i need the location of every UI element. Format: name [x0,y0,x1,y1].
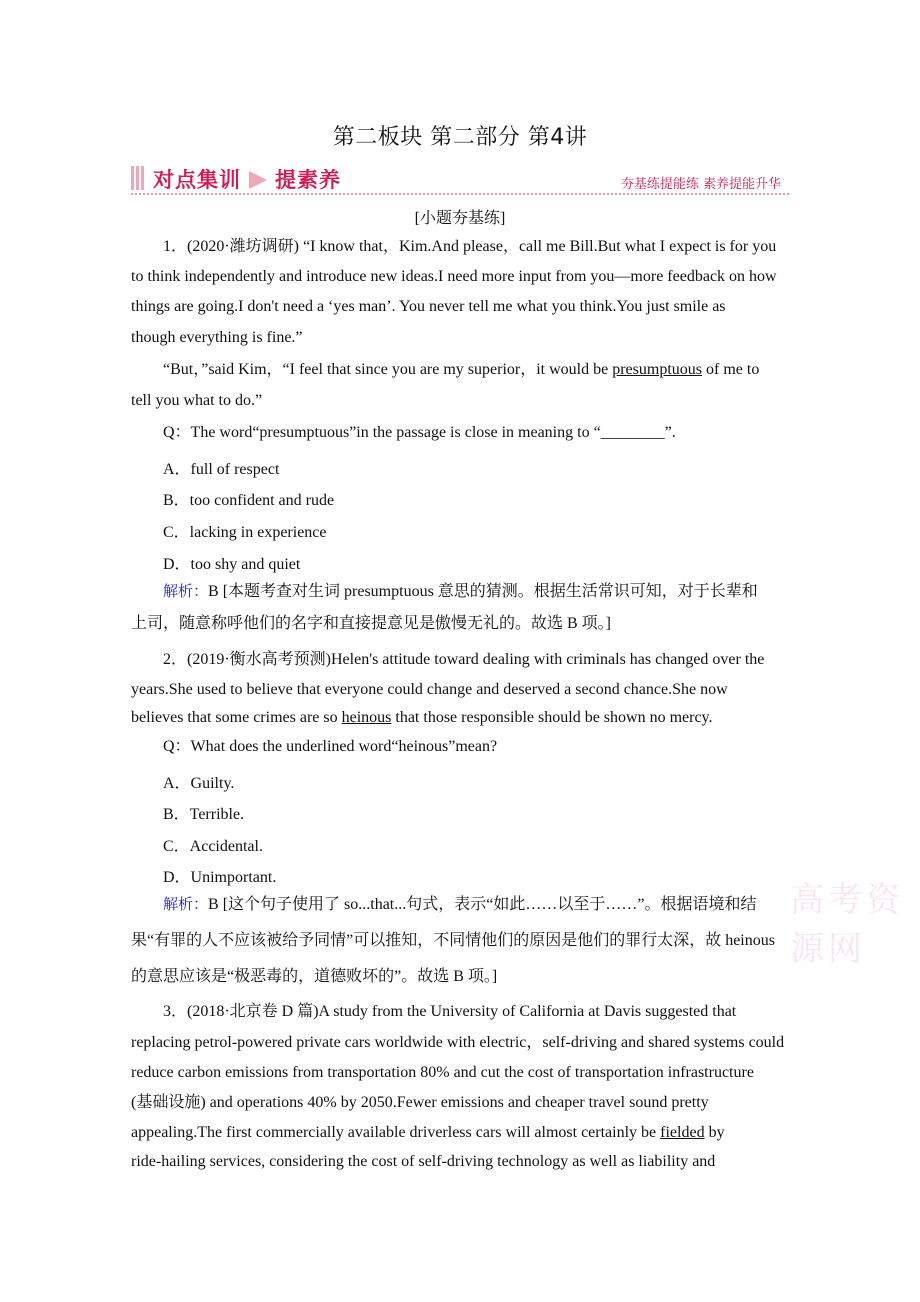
q1-option-b: B．too confident and rude [163,492,335,509]
q2-analysis-line2: 果“有罪的人不应该被给予同情”可以推知，不同情他们的原因是他们的罪行太深，故 heinous [131,932,775,949]
q1-line1: 1．(2020·潍坊调研) “I know that，Kim.And please，call me Bill.But what I expect is for you [163,238,777,255]
banner-title-part2: 提素养 [275,168,341,192]
q2-analysis-line3: 的意思应该是“极恶毒的，道德败坏的”。故选 B 项。] [131,968,498,985]
q3-line5-text-end: by [704,1124,725,1141]
q2-line3-text-end: that those responsible should be shown no mercy. [391,709,713,726]
q1-p2-line2: tell you what to do.” [131,392,263,409]
q1-line3: things are going.I don't need a ‘yes man’. You never tell me what you think.You just smile as [131,298,726,315]
q3-line5-text: appealing.The first commercially available driverless cars will almost certainly be [131,1124,661,1141]
q2-option-a: A．Guilty. [163,775,235,792]
q1-p2-text: “But，”said Kim，“I feel that since you are my superior，it would be [163,361,613,378]
q1-p2-text-end: of me to [702,361,760,378]
q2-question: Q：What does the underlined word“heinous”mean? [163,738,498,755]
q1-analysis-text: B [本题考查对生词 presumptuous 意思的猜测。根据生活常识可知，对于长辈和 [208,583,758,600]
q2-line2: years.She used to believe that everyone could change and deserved a second chance.She now [131,681,728,698]
q1-analysis [131,576,789,607]
q2-option-c: C．Accidental. [163,838,263,855]
q2-line3 [131,703,789,733]
banner-title [153,164,341,194]
q3-line1: 3．(2018·北京卷 D 篇)A study from the University of California at Davis suggested that [163,1003,737,1020]
underlined-word: heinous [341,709,392,726]
q3-line3: reduce carbon emissions from transportation 80% and cut the cost of transportation infrastructure [131,1064,754,1081]
q3-line6: ride-hailing services, considering the cost of self-driving technology as well as liability and [131,1153,716,1170]
q1-question: Q：The word“presumptuous”in the passage is close in meaning to “________”. [163,424,676,441]
section-banner [131,163,789,195]
q1-line2: to think independently and introduce new ideas.I need more input from you—more feedback on how [131,268,777,285]
banner-subtitle: 夯基练提能练 素养提能升华 [620,177,781,192]
page-title: 第二板块 第二部分 第4讲 [332,125,588,150]
banner-bars-icon [131,166,144,190]
analysis-label: 解析： [163,582,209,600]
q1-paragraph2 [131,355,789,385]
q1-line4: though everything is fine.” [131,329,303,346]
q1-option-a: A．full of respect [163,461,280,478]
q2-line1: 2．(2019·衡水高考预测)Helen's attitude toward dealing with criminals has changed over the [163,651,765,668]
underlined-word: fielded [660,1124,705,1141]
arrow-right-icon [249,171,267,189]
watermark: 高考资源网 [790,880,904,969]
q3-line5 [131,1118,789,1148]
q2-line3-text: believes that some crimes are so [131,709,342,726]
q1-option-d: D．too shy and quiet [163,556,301,573]
q2-option-b: B．Terrible. [163,806,245,823]
banner-title-part1: 对点集训 [153,168,241,192]
q1-option-c: C．lacking in experience [163,524,327,541]
underlined-word: presumptuous [612,361,702,378]
analysis-label: 解析： [163,895,209,913]
q2-analysis-text: B [这个句子使用了 so...that...句式，表示“如此……以至于……”。根据语境和结 [208,896,757,913]
q2-analysis [131,889,789,920]
q3-line4: (基础设施) and operations 40% by 2050.Fewer emissions and cheaper travel sound pretty [131,1094,709,1111]
q3-line2: replacing petrol-powered private cars worldwide with electric，self-driving and shared systems could [131,1034,785,1051]
q1-analysis-line2: 上司，随意称呼他们的名字和直接提意见是傲慢无礼的。故选 B 项。] [131,615,612,632]
section-tag: [小题夯基练] [414,210,506,227]
q2-option-d: D．Unimportant. [163,869,277,886]
